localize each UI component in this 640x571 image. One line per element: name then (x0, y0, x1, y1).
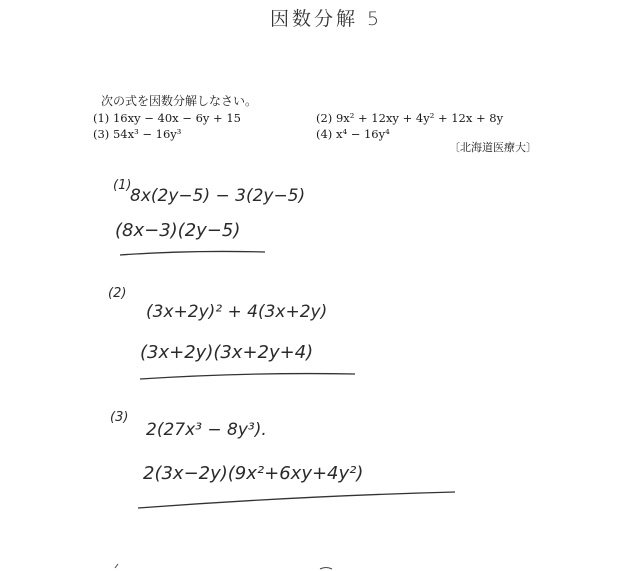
problem-number: (2) (316, 111, 333, 125)
instruction-text: 次の式を因数分解しなさい。 (101, 94, 258, 108)
problem-expression: 9x² + 12xy + 4y² + 12x + 8y (335, 111, 504, 125)
answer-1-result: (8x−3)(2y−5) (115, 220, 241, 241)
answer-1-step: 8x(2y−5) − 3(2y−5) (130, 186, 306, 206)
problem-expression: 54x³ − 16y³ (112, 127, 182, 141)
problem-expression: x⁴ − 16y⁴ (335, 127, 390, 141)
answer-1-label: (1) (113, 178, 132, 193)
answer-1-underline (120, 251, 265, 255)
problem-number: (3) (93, 127, 110, 141)
problem-expression: 16xy − 40x − 6y + 15 (112, 111, 241, 125)
page-title: 因数分解 5 (270, 8, 383, 30)
cropped-marks (115, 564, 332, 569)
answer-3-label: (3) (110, 410, 129, 425)
answer-3-underline (138, 492, 455, 508)
answer-2-result: (3x+2y)(3x+2y+4) (140, 342, 314, 363)
answer-3-result: 2(3x−2y)(9x²+6xy+4y²) (143, 463, 364, 484)
answer-3-step: 2(27x³ − 8y³). (146, 420, 267, 440)
problem-number: (1) (93, 111, 110, 125)
source-label: 〔北海道医療大〕 (449, 141, 537, 154)
answer-2-label: (2) (108, 286, 127, 301)
problem-number: (4) (316, 127, 333, 141)
answer-2-step: (3x+2y)² + 4(3x+2y) (146, 302, 328, 322)
answer-2-underline (140, 374, 355, 379)
